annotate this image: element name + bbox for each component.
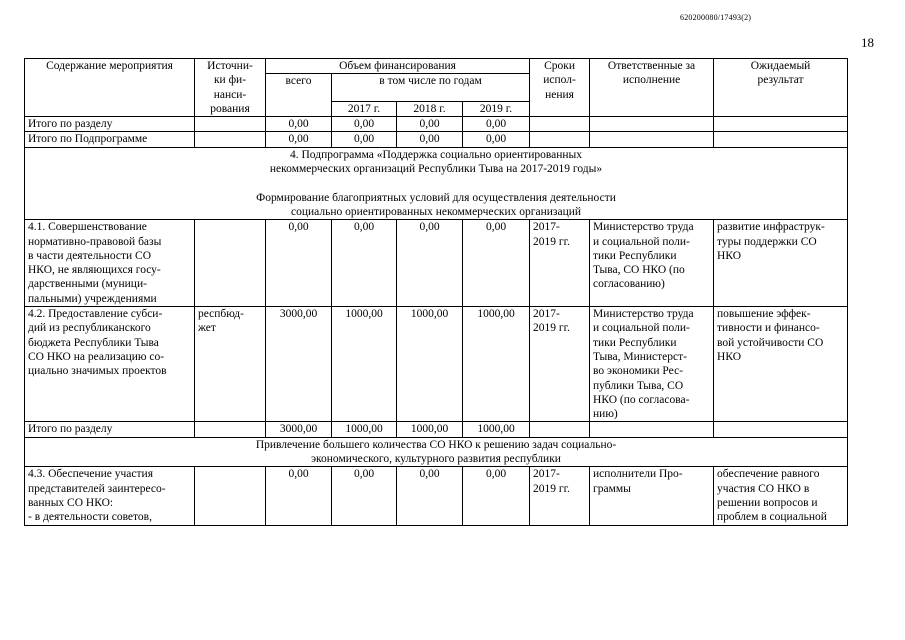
row-label: Итого по разделу [25,117,195,132]
year-2019-cell: 1000,00 [463,422,530,437]
document-id: 620200080/17493(2) [680,13,752,22]
header-responsible: Ответственные за исполнение [590,59,714,117]
header-year-2019: 2019 г. [463,101,530,116]
responsible-cell: Министерство труда и социальной поли- тики Республики Тыва, Министерст- во экономики Рес- публики Тыва, СО НКО (по согласова- нию) [590,307,714,422]
activity-row-4-1 [25,220,848,307]
activity-row-4-3 [25,467,848,525]
header-row-1 [25,59,848,74]
year-2018-cell: 0,00 [397,467,463,525]
source-cell [195,117,266,132]
header-year-2017: 2017 г. [332,101,397,116]
year-2017-cell: 1000,00 [332,422,397,437]
source-cell [195,467,266,525]
result-cell: повышение эффек- тивности и финансо- вой устойчивости СО НКО [714,307,848,422]
deadline-cell: 2017- 2019 гг. [530,467,590,525]
header-by-years: в том числе по годам [332,74,530,102]
deadline-cell: 2017- 2019 гг. [530,220,590,307]
result-cell [714,117,848,132]
total-cell: 0,00 [266,117,332,132]
year-2017-cell: 0,00 [332,132,397,147]
header-sources: Источни- ки фи- нанси- рования [195,59,266,117]
deadline-cell [530,422,590,437]
activity-cell: 4.1. Совершенствование нормативно-правовой базы в части деятельности СО НКО, не являющихся госу- дарственными (муници- пальными) учреждениями [25,220,195,307]
source-cell: респбюд- жет [195,307,266,422]
section-heading-row [25,437,848,467]
year-2019-cell: 0,00 [463,467,530,525]
deadline-cell [530,132,590,147]
activity-cell: 4.2. Предоставление субси- дий из республиканского бюджета Республики Тыва СО НКО на реализацию со- циально значимых проектов [25,307,195,422]
header-year-2018: 2018 г. [397,101,463,116]
year-2019-cell: 1000,00 [463,307,530,422]
year-2018-cell: 0,00 [397,132,463,147]
total-cell: 0,00 [266,220,332,307]
activity-row-4-2 [25,307,848,422]
year-2019-cell: 0,00 [463,117,530,132]
header-result: Ожидаемый результат [714,59,848,117]
year-2018-cell: 1000,00 [397,307,463,422]
result-cell: обеспечение равного участия СО НКО в решении вопросов и проблем в социальной [714,467,848,525]
row-label: Итого по Подпрограмме [25,132,195,147]
section-total-row [25,117,848,132]
header-total: всего [266,74,332,117]
responsible-cell: исполнители Про- граммы [590,467,714,525]
year-2018-cell: 0,00 [397,220,463,307]
year-2017-cell: 1000,00 [332,307,397,422]
deadline-cell [530,117,590,132]
subprogram-heading-row [25,147,848,219]
deadline-cell: 2017- 2019 гг. [530,307,590,422]
responsible-cell [590,117,714,132]
year-2017-cell: 0,00 [332,220,397,307]
header-activity: Содержание мероприятия [25,59,195,117]
activity-cell: 4.3. Обеспечение участия представителей заинтересо- ванных СО НКО: - в деятельности советов, [25,467,195,525]
activities-table [24,58,848,526]
total-cell: 0,00 [266,132,332,147]
section-total-row [25,422,848,437]
total-cell: 3000,00 [266,422,332,437]
result-cell: развитие инфраструк- туры поддержки СО НКО [714,220,848,307]
year-2018-cell: 0,00 [397,117,463,132]
year-2019-cell: 0,00 [463,220,530,307]
year-2017-cell: 0,00 [332,467,397,525]
responsible-cell [590,132,714,147]
responsible-cell: Министерство труда и социальной поли- тики Республики Тыва, СО НКО (по согласованию) [590,220,714,307]
total-cell: 3000,00 [266,307,332,422]
subprogram-heading: 4. Подпрограмма «Поддержка социально ориентированных некоммерческих организаций Республики Тыва на 2017-2019 годы» Формирование благоприятных условий для осуществления деятельности социально ориентированных некоммерческих организаций [25,147,848,219]
subprogram-total-row [25,132,848,147]
responsible-cell [590,422,714,437]
result-cell [714,132,848,147]
section-heading: Привлечение большего количества СО НКО к решению задач социально- экономического, культурного развития республики [25,437,848,467]
header-deadline: Сроки испол- нения [530,59,590,117]
result-cell [714,422,848,437]
row-label: Итого по разделу [25,422,195,437]
year-2017-cell: 0,00 [332,117,397,132]
header-funding-volume: Объем финансирования [266,59,530,74]
total-cell: 0,00 [266,467,332,525]
source-cell [195,132,266,147]
source-cell [195,422,266,437]
year-2018-cell: 1000,00 [397,422,463,437]
year-2019-cell: 0,00 [463,132,530,147]
source-cell [195,220,266,307]
page-number: 18 [861,35,874,50]
